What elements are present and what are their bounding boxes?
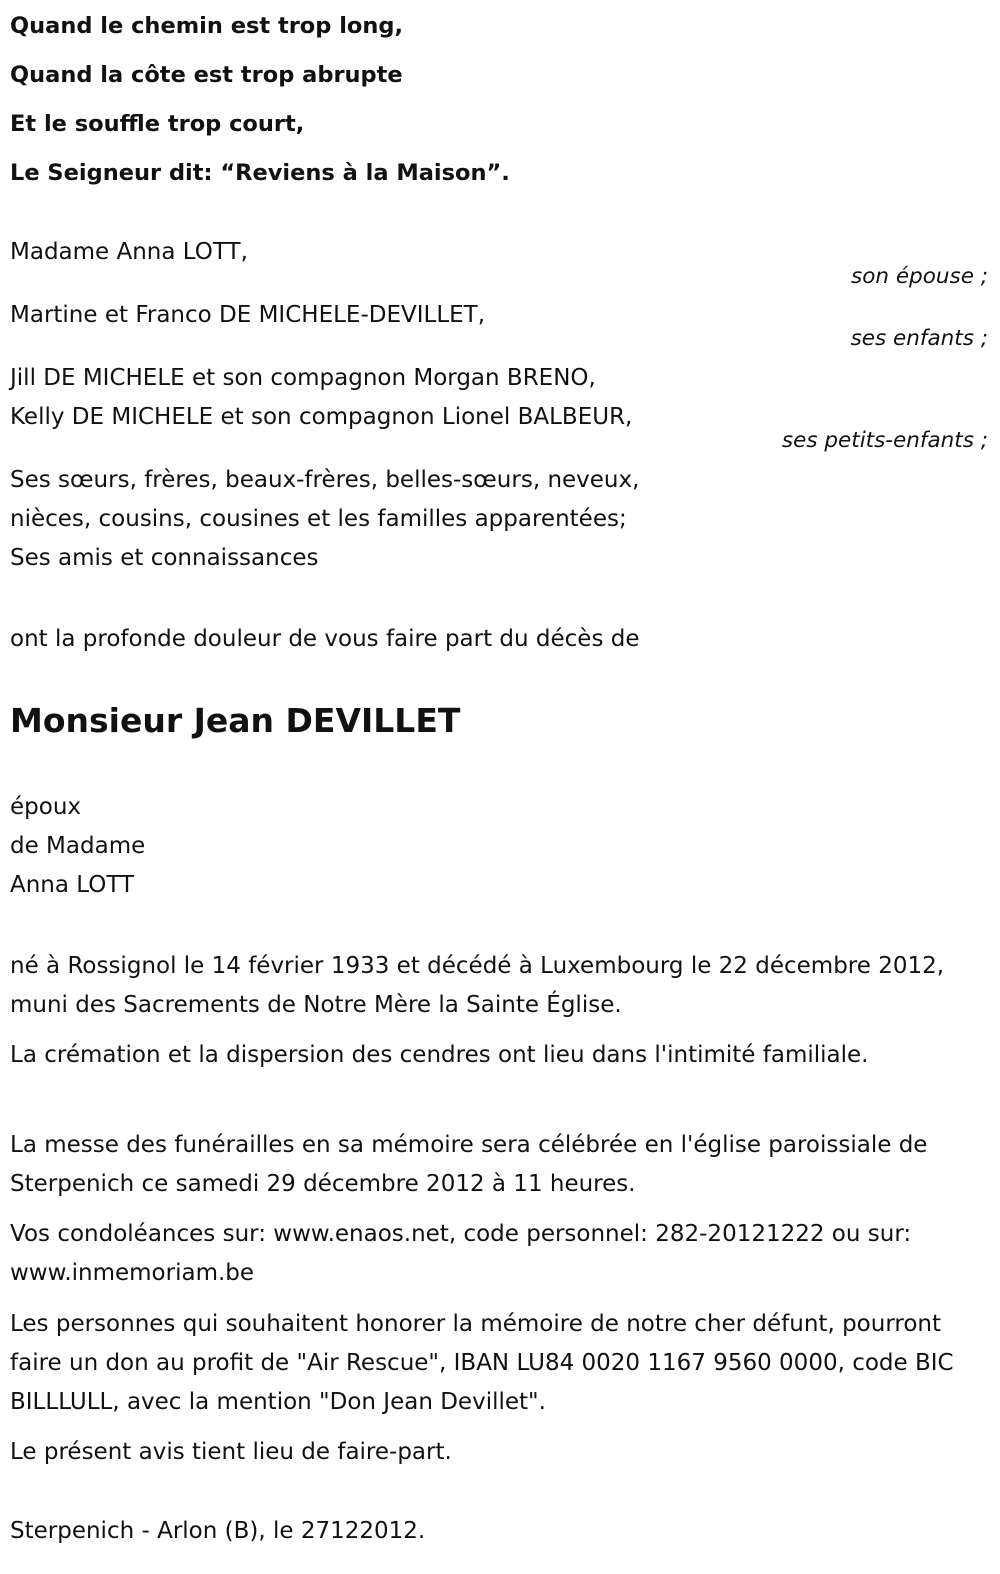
- paragraph-birth-death: né à Rossignol le 14 février 1933 et décédé à Luxembourg le 22 décembre 2012, muni des Sacrements de Notre Mère la Sainte Église.: [10, 953, 945, 1018]
- poem: [10, 2, 988, 198]
- paragraph-condolences: Vos condoléances sur: www.enaos.net, code personnel: 282-20121222 ou sur: www.inmemoriam.be: [10, 1221, 912, 1286]
- signature: Sterpenich - Arlon (B), le 27122012.: [10, 1518, 426, 1544]
- family-name: Ses amis et connaissances: [10, 545, 319, 571]
- poem-line: Quand le chemin est trop long,: [10, 13, 404, 39]
- family-name: Madame Anna LOTT,: [10, 239, 248, 265]
- announcement: ont la profonde douleur de vous faire part du décès de: [10, 626, 640, 652]
- spouse-info: [10, 788, 988, 905]
- paragraph-cremation: La crémation et la dispersion des cendres ont lieu dans l'intimité familiale.: [10, 1042, 869, 1068]
- paragraph-mass: La messe des funérailles en sa mémoire sera célébrée en l'église paroissiale de Sterpenich ce samedi 29 décembre 2012 à 11 heures.: [10, 1132, 928, 1197]
- paragraph-notice: Le présent avis tient lieu de faire-part.: [10, 1439, 452, 1465]
- family-name: Ses sœurs, frères, beaux-frères, belles-sœurs, neveux,: [10, 467, 640, 493]
- family-name: Martine et Franco DE MICHELE-DEVILLET,: [10, 302, 486, 328]
- family-spouse: [10, 233, 988, 272]
- family-name: nièces, cousins, cousines et les familles apparentées;: [10, 506, 627, 532]
- family-name: Kelly DE MICHELE et son compagnon Lionel BALBEUR,: [10, 404, 633, 430]
- poem-line: Quand la côte est trop abrupte: [10, 62, 403, 88]
- family-name: Jill DE MICHELE et son compagnon Morgan BRENO,: [10, 365, 596, 391]
- spouse-line: de Madame: [10, 833, 146, 859]
- spouse-line: Anna LOTT: [10, 872, 135, 898]
- paragraph-donation: Les personnes qui souhaitent honorer la mémoire de notre cher défunt, pourront faire un don au profit de "Air Rescue", IBAN LU84 0020 1167 9560 0000, code BIC BILLLULL, avec la mention "Don Jean Devillet".: [10, 1311, 954, 1415]
- spouse-line: époux: [10, 794, 82, 820]
- role-label: ses petits-enfants ;: [781, 428, 988, 453]
- role-label: son épouse ;: [851, 264, 988, 289]
- role-label: ses enfants ;: [850, 326, 988, 351]
- family-children: [10, 296, 988, 335]
- poem-line: Et le souffle trop court,: [10, 111, 305, 137]
- poem-line: Le Seigneur dit: “Reviens à la Maison”.: [10, 160, 510, 186]
- deceased-name: Monsieur Jean DEVILLET: [10, 701, 461, 740]
- family-others: [10, 461, 988, 578]
